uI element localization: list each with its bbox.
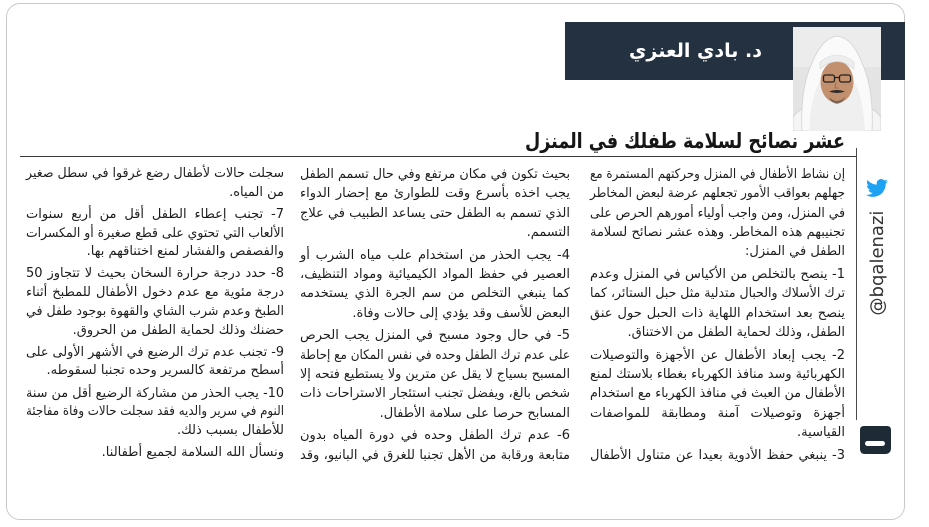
article-line: في المنزل، ومن واجب أولياء أمورهم الحرص على [590, 205, 845, 221]
side-divider [856, 148, 857, 420]
article-line: 4- يجب الحذر من استخدام علب مياه الشرب أو [300, 247, 570, 263]
article-paragraph [26, 165, 284, 202]
author-name: د. بادي العنزي [629, 40, 762, 62]
article-line: الذي تسمم به الطفل حتى يساعد الطبيب في علاج [299, 205, 570, 221]
article-line: حضنك وذلك لحماية الطفل من الحروق. [72, 322, 284, 338]
article-title: عشر نصائح لسلامة طفلك في المنزل [525, 129, 845, 153]
article-line: على عدم ترك الطفل وحده في نفس المكان مع إحاطة [300, 347, 570, 363]
article-line: للأطفال بسبب ذلك. [176, 422, 284, 438]
article-line: 6- عدم ترك الطفل وحده في دورة المياه بدون [300, 428, 570, 444]
article-line: الأطفال من العبث في منافذ الكهرباء مع استخدام [590, 386, 845, 402]
article-paragraph [590, 346, 845, 442]
article-line: والفصفص والفشار لمنع اختناقهم بها. [86, 244, 284, 260]
article-line: النوم في سرير والديه فقد سجلت حالات وفاة مفاجئة [25, 404, 284, 420]
article-column-right [590, 165, 845, 465]
twitter-handle: @bqalenazi [867, 210, 888, 316]
article-paragraph [300, 326, 570, 422]
article-line: جهلهم بعواقب الأمور تجعلهم عرضة لبعض المخاطر [590, 186, 845, 202]
article-line: الطبخ وعدم شرب الشاي والقهوة بوجود طفل في [25, 303, 284, 319]
article-line: البعض للأسف وقد يؤدي إلى حالات وفاة. [352, 305, 570, 321]
article-line: الطفل، وذلك لحماية الطفل من الاختناق. [627, 324, 845, 340]
article-paragraph [590, 165, 845, 261]
article-line: إن نشاط الأطفال في المنزل وحركتهم المستمرة مع [590, 167, 845, 182]
article-line: ونسأل الله السلامة لجميع أطفالنا. [101, 445, 284, 461]
article-column-left [26, 165, 284, 463]
article-line: أجهزة وتوصيلات آمنة ومطابقة للمواصفات [590, 405, 845, 421]
article-paragraph [26, 385, 284, 441]
article-line: 3- ينبغي حفظ الأدوية بعيدا عن متناول الأطفال [590, 447, 845, 463]
article-line: ينصح بعد استخدام اللهاية ذات الحبل حول عنق [590, 305, 845, 321]
article-line: 10- يجب الحذر من مشاركة الرضيع أقل من سنة [26, 385, 284, 401]
article-column-middle [300, 165, 570, 465]
article-line: المسابح حرصا على سلامة الأطفال. [379, 405, 570, 421]
article-line: سجلت حالات لأطفال رضع غرقوا في سطل صغير [25, 166, 284, 181]
author-photo [793, 27, 881, 131]
twitter-icon [866, 178, 888, 198]
article-line: المسبح بسياج لا يقل عن مترين ولا يستطيع فتحه إلا [300, 366, 570, 382]
article-paragraph [590, 446, 845, 465]
article-line: 1- ينصح بالتخلص من الأكياس في المنزل وعدم [590, 266, 845, 282]
article-line: بحيث تكون في مكان مرتفع وفي حال تسمم الطفل [300, 167, 570, 182]
article-line: ترك الأسلاك والحبال متدلية مثل حبل الستائر، كما [590, 286, 845, 302]
title-divider [20, 156, 856, 157]
article-line: 8- حدد درجة حرارة السخان بحيث لا تتجاوز 50 [26, 266, 284, 282]
article-paragraph [26, 344, 284, 381]
article-line: تجنيبهم هذه المخاطر. وهذه عشر نصائح لسلامة [590, 224, 845, 240]
article-paragraph [26, 206, 284, 262]
article-line: التسمم. [526, 224, 570, 240]
article-paragraph [300, 426, 570, 465]
article-paragraph [300, 165, 570, 242]
article-line: الألعاب التي تحتوي على قطع صغيرة أو المكسرات [25, 225, 284, 241]
article-line: أسطح مرتفعة كالسرير وحده تجنبا لسقوطه. [46, 363, 284, 379]
article-line: من المياه. [229, 184, 284, 200]
article-paragraph [26, 444, 284, 463]
article-line: كما ينبغي التخلص من سم الجرة الذي يستخدمه [300, 286, 570, 302]
article-paragraph [590, 265, 845, 342]
article-paragraph [300, 246, 570, 323]
article-line: 7- تجنب إعطاء الطفل أقل من أربع سنوات [26, 206, 284, 222]
article-line: يجب اخذه بأسرع وقت للطوارئ مع إحضار الدواء [300, 186, 570, 202]
newspaper-logo-icon [858, 424, 893, 456]
article-line: الكهربائية وسد منافذ الكهرباء بغطاء بلاستك لمنع [590, 366, 845, 382]
article-line: درجة مئوية مع عدم دخول الأطفال للمطبخ أثناء [26, 285, 284, 301]
article-line: 2- يجب إبعاد الأطفال عن الأجهزة والتوصيلات [590, 347, 845, 363]
article-line: 9- تجنب عدم ترك الرضيع في الأشهر الأولى على [25, 344, 284, 360]
article-line: الطفل في المنزل: [745, 244, 845, 260]
article-paragraph [26, 265, 284, 340]
article-line: العصير في حفظ المواد الكيميائية ومواد التنظيف، [300, 266, 570, 282]
article-line: شخص بالغ، ويفضل تجنب استئجار الاستراحات ذات [300, 386, 570, 402]
article-line: القياسية. [797, 424, 845, 440]
article-line: 5- في حال وجود مسبح في المنزل يجب الحرص [300, 328, 570, 344]
article-line: متابعة ورقابة من الأهل تجنبا للغرق في البانيو، وقد [300, 447, 570, 463]
